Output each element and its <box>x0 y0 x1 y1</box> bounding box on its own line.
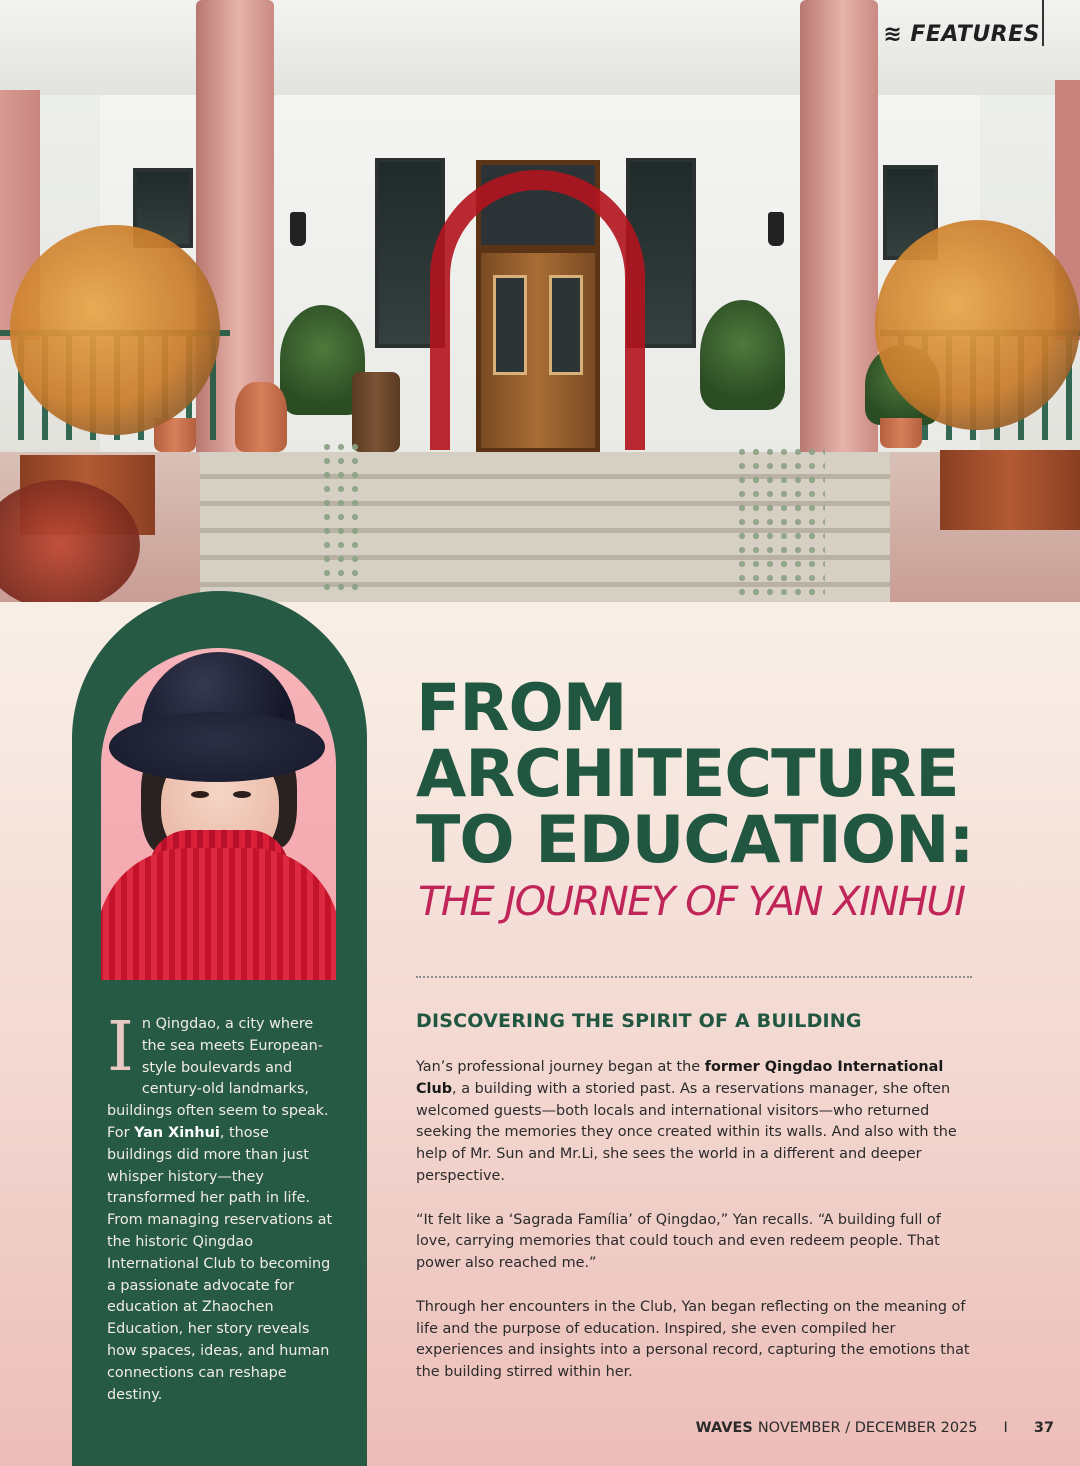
headline <box>416 671 1036 878</box>
plant-right <box>700 300 785 410</box>
wall-lamp-right <box>768 212 784 246</box>
article-paragraph-1 <box>416 1057 976 1188</box>
p1-text-b: , a building with a storied past. As a reservations manager, she often welcomed guests—both locals and international visitors—who returned seeking the memories they once created within its walls. And also with the help of Mr. Sun and Mr.Li, she sees the world in a different and deeper perspective. <box>416 1080 957 1184</box>
page-footer <box>696 1420 1054 1436</box>
headline-line-1: FROM <box>416 671 627 746</box>
pot-right <box>880 418 922 448</box>
section-label: FEATURES <box>910 22 1040 47</box>
vine-right <box>735 445 825 595</box>
tree-left <box>10 225 220 435</box>
footer-brand: WAVES <box>695 1420 753 1436</box>
intro-text-1: n Qingdao, a city where the sea meets European-style boulevards and century-old landmarks, buildings often seem to speak. For <box>107 1016 329 1141</box>
flower-arch <box>430 170 645 450</box>
section-tag <box>883 22 1040 47</box>
planter-right <box>940 450 1080 530</box>
porch-ceiling <box>0 0 1080 95</box>
page-number: 37 <box>1033 1420 1054 1436</box>
intro-text-2: , those buildings did more than just whisper history—they transformed her path in life. From managing reservations at the historic Qingdao International Club to becoming a passionate advocate for education at Zhaochen Education, her story reveals how spaces, ideas, and human connections can reshape destiny. <box>107 1124 333 1403</box>
intro-name: Yan Xinhui <box>134 1124 220 1141</box>
section-rule <box>1042 0 1044 46</box>
subheadline: THE JOURNEY OF YAN XINHUI <box>418 879 965 925</box>
wall-lamp-left <box>290 212 306 246</box>
dotted-divider <box>416 976 972 978</box>
p1-bold: former Qingdao International Club <box>416 1059 944 1097</box>
article-paragraph-3: Through her encounters in the Club, Yan began reflecting on the meaning of life and the purpose of education. Inspired, she even compiled her experiences and insights into a personal record, capturing the emotions that the building stirred within her. <box>416 1298 970 1381</box>
drop-cap: I <box>107 1008 134 1087</box>
waves-icon: ≋ <box>883 22 903 47</box>
footer-issue: NOVEMBER / DECEMBER 2025 <box>757 1420 978 1436</box>
article-paragraph-2: “It felt like a ‘Sagrada Família’ of Qingdao,” Yan recalls. “A building full of love, carrying memories that could touch and even redeem people. That power also reached me.” <box>416 1211 941 1272</box>
headline-line-3: TO EDUCATION: <box>416 803 974 878</box>
article-heading: DISCOVERING THE SPIRIT OF A BUILDING <box>416 1010 862 1032</box>
sidebar-intro <box>107 1008 335 1406</box>
portrait-photo <box>101 648 336 980</box>
intro-paragraph <box>107 1008 335 1406</box>
article-body <box>416 1057 976 1406</box>
p1-text-a: Yan’s professional journey began at the <box>416 1059 705 1075</box>
tree-right <box>875 220 1080 430</box>
hero-photo <box>0 0 1080 602</box>
headline-line-2: ARCHITECTURE <box>416 737 959 812</box>
urn-left <box>235 382 287 452</box>
footer-separator: I <box>1003 1420 1008 1436</box>
vine-left <box>320 440 360 590</box>
